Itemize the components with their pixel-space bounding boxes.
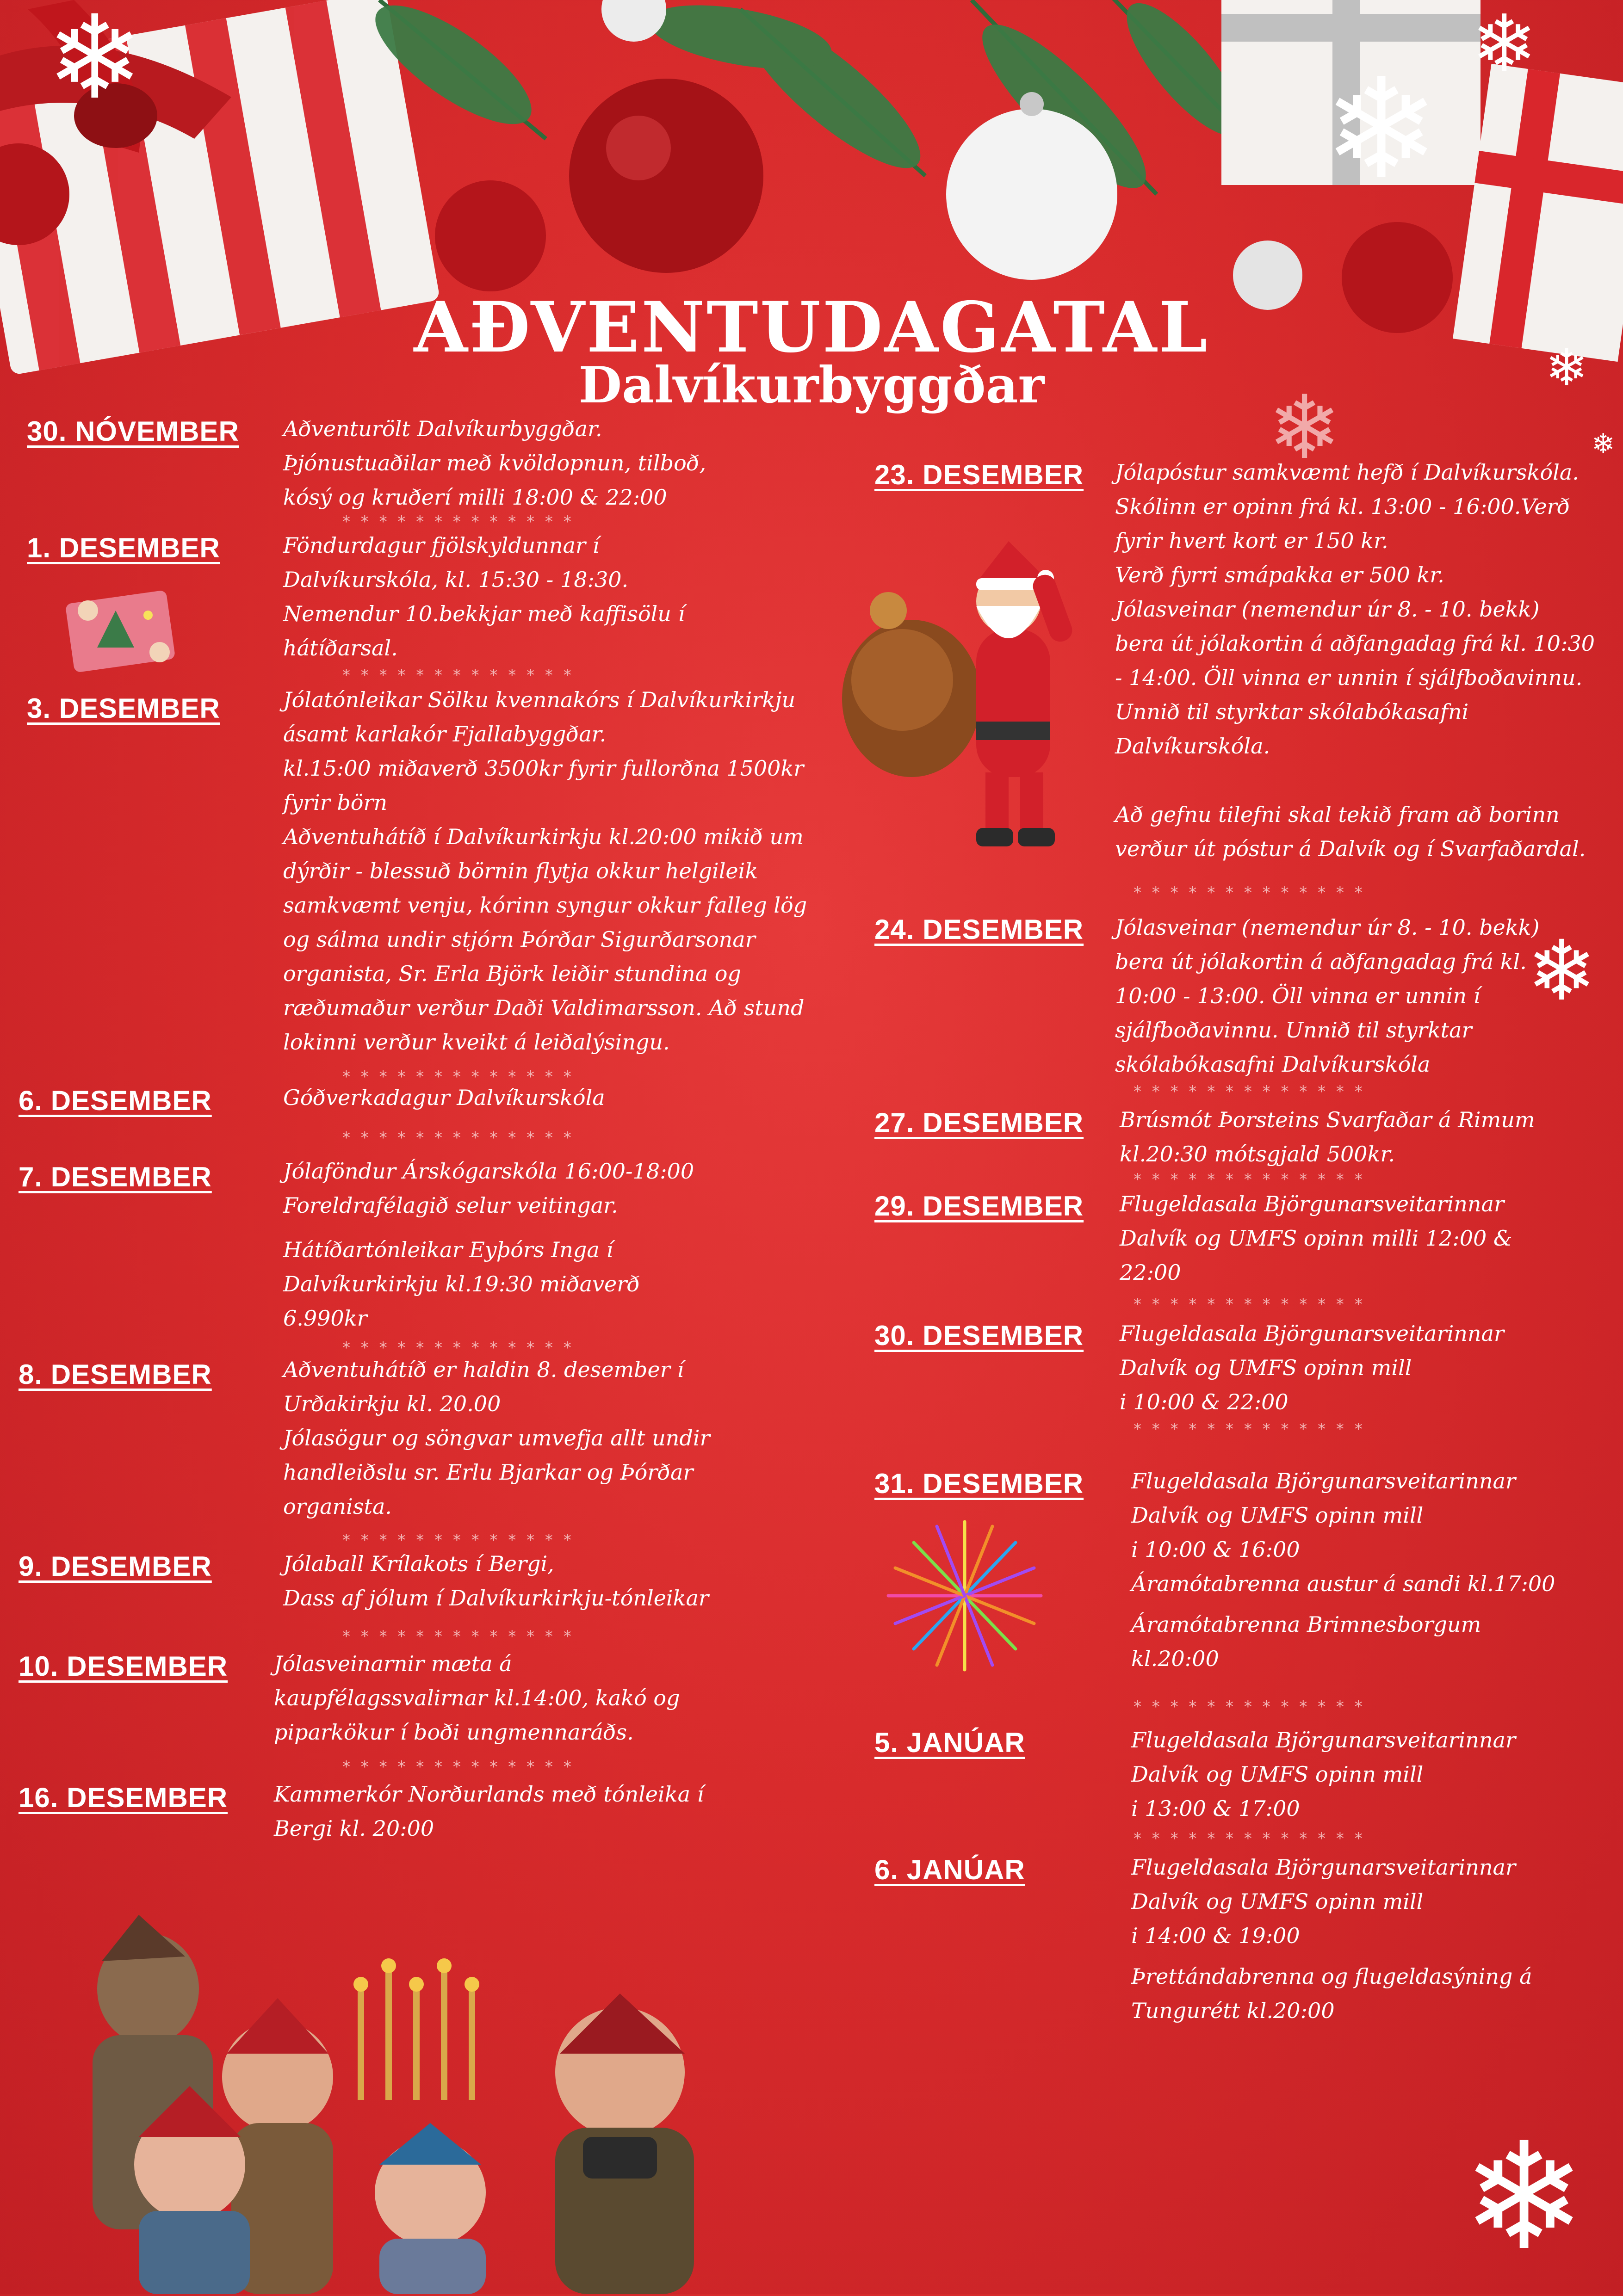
event-line: Að gefnu tilefni skal tekið fram að borinn — [1115, 802, 1560, 827]
event-line: Tungurétt kl.20:00 — [1131, 1998, 1335, 2023]
event-line: Dalvíkurskóla. — [1115, 734, 1270, 759]
event-line: fyrir börn — [283, 790, 388, 815]
event-line: Þrettándabrenna og flugeldasýning á — [1131, 1964, 1532, 1989]
event-description — [1131, 1850, 1532, 2028]
event-line: dýrðir - blessuð börnin flytja okkur helgileik — [283, 858, 758, 883]
divider: * * * * * * * * * * * * * — [1134, 1170, 1365, 1189]
event-line: Áramótabrenna Brimnesborgum — [1131, 1612, 1481, 1637]
divider: * * * * * * * * * * * * * — [342, 512, 574, 531]
event-line: skólabókasafni Dalvíkurskóla — [1115, 1052, 1431, 1077]
event-date: 8. DESEMBER — [19, 1359, 212, 1390]
event-date: 24. DESEMBER — [874, 914, 1084, 945]
event-line: Flugeldasala Björgunarsveitarinnar — [1120, 1191, 1504, 1216]
snowflake-icon: ❄ — [1592, 428, 1615, 460]
event-line: Jólasveinarnir mæta á — [274, 1651, 512, 1676]
event-line: Dalvík og UMFS opinn mill — [1131, 1762, 1424, 1787]
event-line: Flugeldasala Björgunarsveitarinnar — [1131, 1469, 1516, 1494]
event-line: organista. — [283, 1494, 392, 1519]
event-date: 6. DESEMBER — [19, 1085, 212, 1116]
event-line: Dalvík og UMFS opinn milli 12:00 & — [1120, 1226, 1512, 1251]
event-line: i 10:00 & 22:00 — [1120, 1389, 1288, 1414]
divider: * * * * * * * * * * * * * — [342, 1758, 574, 1776]
event-line: Jólapóstur samkvæmt hefð í Dalvíkurskóla. — [1115, 460, 1579, 485]
divider: * * * * * * * * * * * * * — [342, 1129, 574, 1147]
event-line: fyrir hvert kort er 150 kr. — [1115, 528, 1388, 553]
event-line: Unnið til styrktar skólabókasafni — [1115, 699, 1469, 724]
event-description — [1120, 1316, 1504, 1419]
divider: * * * * * * * * * * * * * — [342, 666, 574, 685]
event-line: Góðverkadagur Dalvíkurskóla — [283, 1085, 605, 1110]
divider: * * * * * * * * * * * * * — [1134, 1697, 1365, 1716]
event-line: Aðventurölt Dalvíkurbyggðar. — [283, 416, 602, 441]
event-date: 29. DESEMBER — [874, 1191, 1084, 1222]
event-line: sjálfboðavinnu. Unnið til styrktar — [1115, 1018, 1472, 1043]
event-line: Aðventuhátíð í Dalvíkurkirkju kl.20:00 mikið um — [283, 824, 804, 849]
event-date: 3. DESEMBER — [27, 693, 220, 724]
event-description — [1131, 1723, 1516, 1826]
pine-needles — [359, 0, 1259, 208]
event-date: 5. JANÚAR — [874, 1727, 1025, 1758]
event-date: 10. DESEMBER — [19, 1651, 228, 1682]
event-line — [1115, 763, 1595, 797]
event-line: Jólasveinar (nemendur úr 8. - 10. bekk) — [1115, 915, 1540, 940]
event-line: i 13:00 & 17:00 — [1131, 1796, 1300, 1821]
event-date: 6. JANÚAR — [874, 1854, 1025, 1885]
event-line: ásamt karlakór Fjallabyggðar. — [283, 722, 607, 747]
event-line: 10:00 - 13:00. Öll vinna er unnin í — [1115, 983, 1481, 1008]
snowflake-icon: ❄ — [1462, 2111, 1586, 2283]
page-subtitle: Dalvíkurbyggðar — [578, 356, 1045, 414]
event-description — [1115, 455, 1595, 866]
event-line: Foreldrafélagið selur veitingar. — [283, 1193, 618, 1218]
event-line: Dalvík og UMFS opinn mill — [1120, 1355, 1412, 1380]
event-line: handleiðslu sr. Erlu Bjarkar og Þórðar — [283, 1460, 694, 1485]
event-line: Dalvíkurskóla, kl. 15:30 - 18:30. — [283, 567, 629, 592]
divider: * * * * * * * * * * * * * — [1134, 1295, 1365, 1314]
event-line: Flugeldasala Björgunarsveitarinnar — [1120, 1321, 1504, 1346]
event-line: Þjónustuaðilar með kvöldopnun, tilboð, — [283, 451, 706, 475]
event-line: - 14:00. Öll vinna er unnin í sjálfboðavinnu. — [1115, 665, 1583, 690]
santa-claus-icon — [837, 523, 1096, 858]
event-line: Hátíðartónleikar Eyþórs Inga í — [283, 1237, 613, 1262]
event-line: kósý og kruðerí milli 18:00 & 22:00 — [283, 485, 667, 510]
event-description — [1120, 1103, 1535, 1171]
event-description — [1131, 1464, 1555, 1676]
event-line: Áramótabrenna austur á sandi kl.17:00 — [1131, 1571, 1555, 1596]
snowflake-icon: ❄ — [46, 0, 143, 125]
event-line: Brúsmót Þorsteins Svarfaðar á Rimum — [1120, 1107, 1535, 1132]
event-line: samkvæmt venju, kórinn syngur okkur falleg lög — [283, 893, 807, 918]
event-line: i 14:00 & 19:00 — [1131, 1923, 1300, 1948]
event-line: Jólaball Krílakots í Bergi, — [283, 1551, 554, 1576]
event-line: Dalvíkurkirkju kl.19:30 miðaverð — [283, 1271, 640, 1296]
divider: * * * * * * * * * * * * * — [342, 1339, 574, 1357]
event-line: Jólasögur og söngvar umvefja allt undir — [283, 1426, 710, 1450]
event-date: 7. DESEMBER — [19, 1161, 212, 1192]
event-line: Skólinn er opinn frá kl. 13:00 - 16:00.Verð — [1115, 494, 1570, 519]
event-description — [283, 1547, 709, 1615]
snowflake-icon: ❄ — [1545, 338, 1588, 397]
event-line: 6.990kr — [283, 1306, 367, 1331]
event-description — [283, 1080, 605, 1115]
snowflake-icon: ❄ — [1527, 923, 1597, 1019]
event-description — [283, 1154, 694, 1335]
snowflake-icon: ❄ — [1268, 376, 1342, 479]
event-line: kl.20:00 — [1131, 1646, 1219, 1671]
event-line: verður út póstur á Dalvík og í Svarfaðardal. — [1115, 836, 1586, 861]
divider: * * * * * * * * * * * * * — [1134, 1082, 1365, 1101]
divider: * * * * * * * * * * * * * — [1134, 883, 1365, 902]
event-line: Jólatónleikar Sölku kvennakórs í Dalvíkurkirkju — [283, 687, 796, 712]
divider: * * * * * * * * * * * * * — [342, 1531, 574, 1549]
event-line: Flugeldasala Björgunarsveitarinnar — [1131, 1728, 1516, 1753]
event-description — [1115, 910, 1539, 1081]
event-description — [283, 528, 685, 665]
event-line: Flugeldasala Björgunarsveitarinnar — [1131, 1855, 1516, 1880]
event-line: i 10:00 & 16:00 — [1131, 1537, 1300, 1562]
snowflake-icon: ❄ — [1323, 49, 1440, 210]
event-description — [283, 412, 706, 514]
event-line: piparkökur í boði ungmennaráðs. — [274, 1720, 634, 1745]
event-line: Nemendur 10.bekkjar með kaffisölu í — [283, 601, 685, 626]
event-line: Dalvík og UMFS opinn mill — [1131, 1503, 1424, 1528]
event-line: kl.20:30 mótsgjald 500kr. — [1120, 1142, 1395, 1167]
event-date: 1. DESEMBER — [27, 532, 220, 563]
divider: * * * * * * * * * * * * * — [1134, 1420, 1365, 1438]
event-date: 23. DESEMBER — [874, 459, 1084, 490]
event-line: kaupfélagssvalirnar kl.14:00, kakó og — [274, 1685, 680, 1710]
event-line: og sálma undir stjórn Þórðar Sigurðarsonar — [283, 927, 756, 952]
event-description — [274, 1777, 704, 1845]
event-line: Aðventuhátíð er haldin 8. desember í — [283, 1357, 684, 1382]
page-title: AÐVENTUDAGATAL — [414, 287, 1209, 368]
event-date: 31. DESEMBER — [874, 1468, 1084, 1499]
event-line: Bergi kl. 20:00 — [274, 1816, 434, 1841]
event-line: Dass af jólum í Dalvíkurkirkju-tónleikar — [283, 1586, 709, 1611]
event-line: Urðakirkju kl. 20.00 — [283, 1391, 501, 1416]
event-line: 22:00 — [1120, 1260, 1181, 1285]
event-line: ræðumaður verður Daði Valdimarsson. Að stund — [283, 995, 805, 1020]
event-date: 16. DESEMBER — [19, 1782, 228, 1813]
divider: * * * * * * * * * * * * * — [342, 1068, 574, 1086]
yule-lads-icon — [37, 1906, 759, 2296]
divider: * * * * * * * * * * * * * — [1134, 1829, 1365, 1848]
crafts-icon — [60, 583, 185, 677]
fireworks-icon — [877, 1515, 1053, 1679]
event-line: Kammerkór Norðurlands með tónleika í — [274, 1782, 704, 1807]
event-line: Jólasveinar (nemendur úr 8. - 10. bekk) — [1115, 597, 1540, 622]
event-line: bera út jólakortin á aðfangadag frá kl. 10:30 — [1115, 631, 1595, 656]
event-line: kl.15:00 miðaverð 3500kr fyrir fullorðna 1500kr — [283, 756, 804, 781]
event-description — [283, 1352, 710, 1524]
event-description — [274, 1647, 680, 1749]
event-line: organista, Sr. Erla Björk leiðir stundina og — [283, 961, 741, 986]
event-description — [283, 683, 807, 1059]
event-date: 30. NÓVEMBER — [27, 416, 239, 447]
event-date: 9. DESEMBER — [19, 1551, 212, 1582]
event-line: Jólaföndur Árskógarskóla 16:00-18:00 — [283, 1159, 694, 1184]
event-line: bera út jólakortin á aðfangadag frá kl. — [1115, 949, 1527, 974]
event-line: Föndurdagur fjölskyldunnar í — [283, 533, 600, 558]
event-line: lokinni verður kveikt á leiðalýsingu. — [283, 1030, 670, 1055]
divider: * * * * * * * * * * * * * — [342, 1627, 574, 1646]
event-line: Dalvík og UMFS opinn mill — [1131, 1889, 1424, 1914]
event-description — [1120, 1187, 1512, 1290]
snowflake-icon: ❄ — [1471, 0, 1537, 90]
event-date: 27. DESEMBER — [874, 1107, 1084, 1138]
event-line: hátíðarsal. — [283, 636, 398, 660]
event-date: 30. DESEMBER — [874, 1320, 1084, 1351]
event-line: Verð fyrri smápakka er 500 kr. — [1115, 562, 1444, 587]
